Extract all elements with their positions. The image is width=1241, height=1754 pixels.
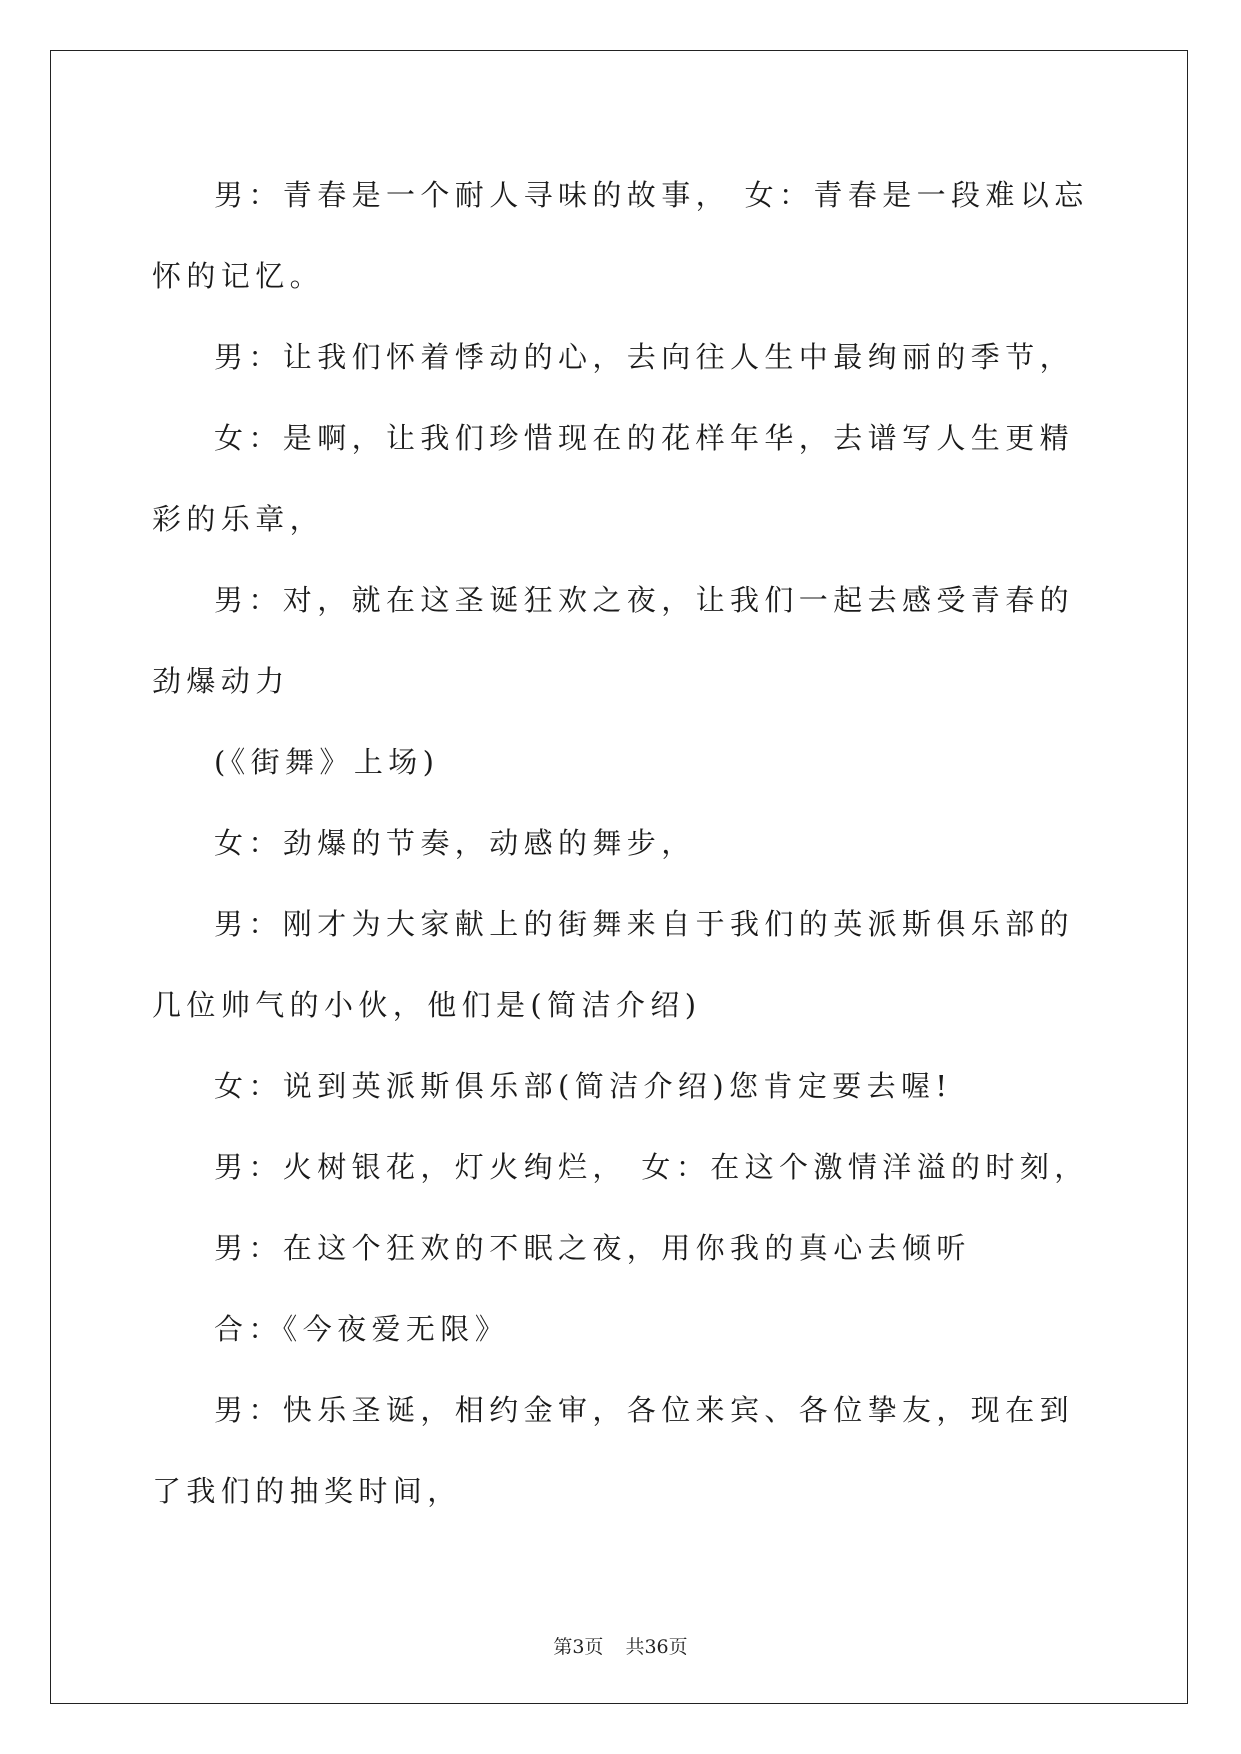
paragraph: 合：《今夜爱无限》: [214, 1312, 510, 1346]
paragraph: 女：说到英派斯俱乐部(简洁介绍)您肯定要去喔!: [214, 1069, 953, 1103]
page-total: 共36页: [625, 1636, 688, 1658]
page-footer: [0, 1632, 1241, 1659]
paragraph: 男：对，就在这圣诞狂欢之夜，让我们一起去感受青春的劲爆动力: [152, 583, 1075, 698]
paragraph: 女：是啊，让我们珍惜现在的花样年华，去谱写人生更精彩的乐章，: [152, 421, 1075, 536]
paragraph: (《街舞》上场): [214, 745, 440, 779]
page-number: 第3页: [553, 1636, 604, 1658]
paragraph: 男：让我们怀着悸动的心，去向往人生中最绚丽的季节，: [214, 340, 1075, 374]
paragraph: 女：劲爆的节奏，动感的舞步，: [214, 826, 696, 860]
document-body: [152, 155, 1092, 1532]
paragraph: 男：在这个狂欢的不眠之夜，用你我的真心去倾听: [214, 1231, 971, 1265]
paragraph: 男：刚才为大家献上的街舞来自于我们的英派斯俱乐部的几位帅气的小伙，他们是(简洁介绍): [152, 907, 1075, 1022]
paragraph: 男：快乐圣诞，相约金审，各位来宾、各位挚友，现在到了我们的抽奖时间，: [152, 1393, 1075, 1508]
paragraph: 男：青春是一个耐人寻味的故事， 女：青春是一段难以忘怀的记忆。: [152, 178, 1089, 293]
paragraph: 男：火树银花，灯火绚烂， 女：在这个激情洋溢的时刻，: [214, 1150, 1089, 1184]
